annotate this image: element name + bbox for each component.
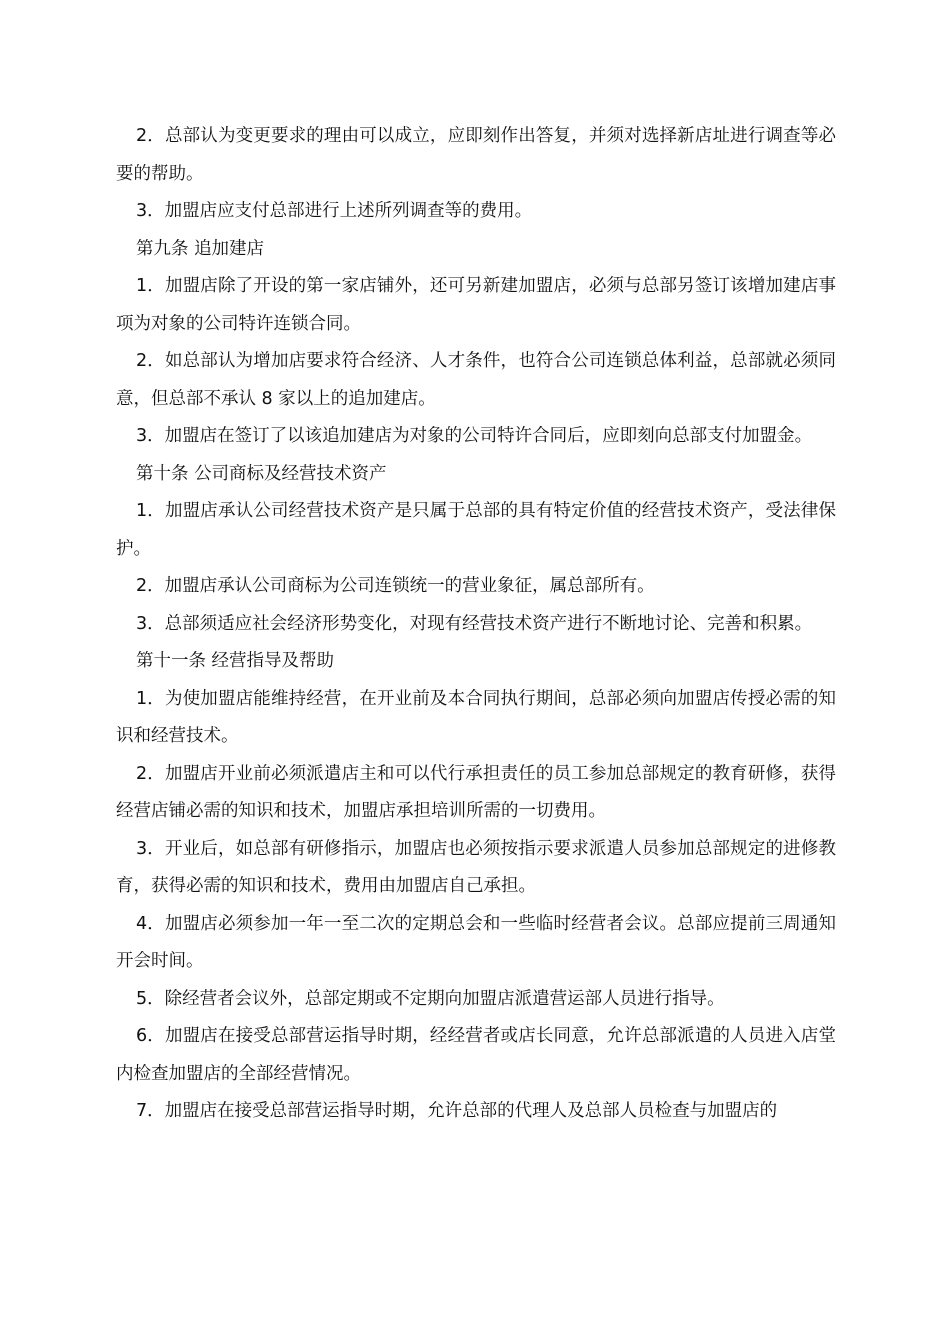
paragraph: 3．总部须适应社会经济形势变化，对现有经营技术资产进行不断地讨论、完善和积累。 [136,613,813,634]
article-heading: 第十条 公司商标及经营技术资产 [136,463,387,484]
paragraph: 2．如总部认为增加店要求符合经济、人才条件，也符合公司连锁总体利益，总部就必须同意，但总部不承认 8 家以上的追加建店。 [116,351,836,409]
paragraph: 4．加盟店必须参加一年一至二次的定期总会和一些临时经营者会议。总部应提前三周通知开会时间。 [116,913,836,971]
paragraph: 5．除经营者会议外，总部定期或不定期向加盟店派遣营运部人员进行指导。 [136,988,725,1009]
paragraph: 6．加盟店在接受总部营运指导时期，经经营者或店长同意，允许总部派遣的人员进入店堂内检查加盟店的全部经营情况。 [116,1026,836,1084]
document-page [116,118,836,1131]
paragraph: 2．加盟店承认公司商标为公司连锁统一的营业象征，属总部所有。 [136,576,655,596]
paragraph: 7．加盟店在接受总部营运指导时期，允许总部的代理人及总部人员检查与加盟店的 [136,1101,778,1121]
paragraph: 1．为使加盟店能维持经营，在开业前及本合同执行期间，总部必须向加盟店传授必需的知识和经营技术。 [116,688,836,746]
paragraph: 2．加盟店开业前必须派遣店主和可以代行承担责任的员工参加总部规定的教育研修，获得经营店铺必需的知识和技术，加盟店承担培训所需的一切费用。 [116,763,836,821]
paragraph: 1．加盟店承认公司经营技术资产是只属于总部的具有特定价值的经营技术资产，受法律保护。 [116,501,836,559]
paragraph: 3．开业后，如总部有研修指示，加盟店也必须按指示要求派遣人员参加总部规定的进修教育，获得必需的知识和技术，费用由加盟店自己承担。 [116,838,836,896]
paragraph: 3．加盟店在签订了以该追加建店为对象的公司特许合同后，应即刻向总部支付加盟金。 [136,426,813,446]
paragraph: 2．总部认为变更要求的理由可以成立，应即刻作出答复，并须对选择新店址进行调查等必要的帮助。 [116,126,836,184]
article-heading: 第十一条 经营指导及帮助 [136,651,335,671]
article-heading: 第九条 追加建店 [136,238,265,259]
paragraph: 1．加盟店除了开设的第一家店铺外，还可另新建加盟店，必须与总部另签订该增加建店事项为对象的公司特许连锁合同。 [116,276,836,334]
paragraph: 3．加盟店应支付总部进行上述所列调查等的费用。 [136,201,533,221]
